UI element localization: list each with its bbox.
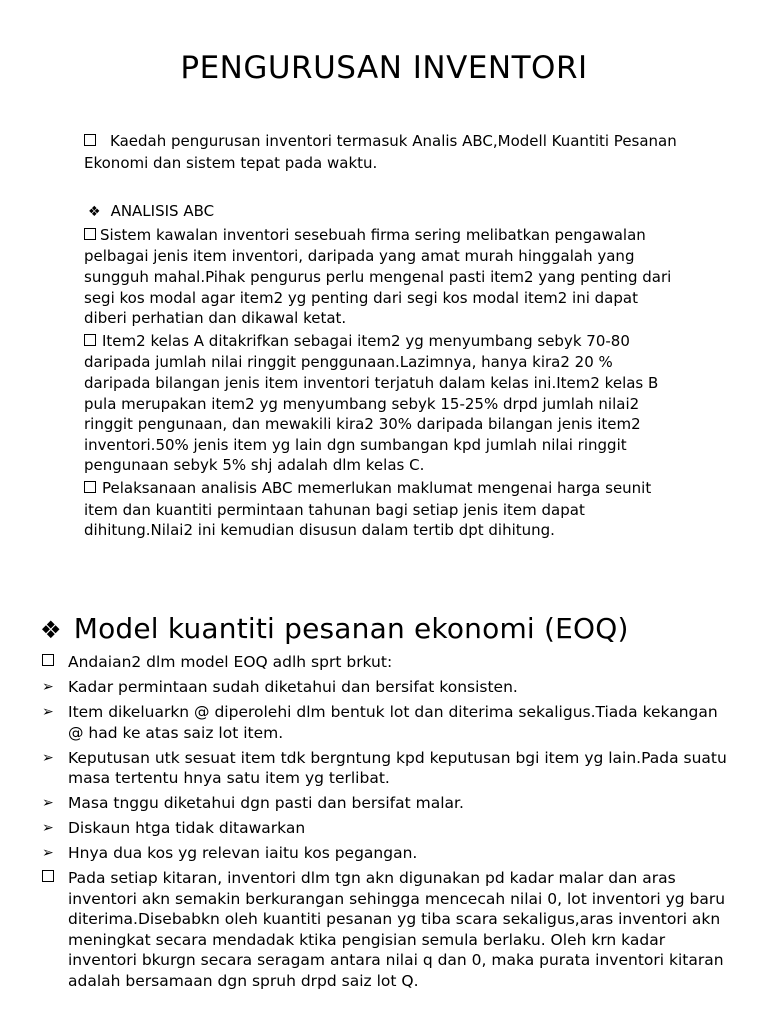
abc-heading-text: ANALISIS ABC (110, 202, 215, 221)
paragraph-text: Item2 kelas A ditakrifkan sebagai item2 yg menyumbang sebyk 70-80 daripada jumlah nilai ringgit penggunaan.Lazimnya, hanya kira2 20 % daripada bilangan jenis item inventori terjatuh dalam kelas ini.Item2 kelas B pula merupakan item2 yg menyumbang sebyk 15-25% drpd jumlah nilai2 ringgit pengunaan, dan mewakili kira2 30% daripada bilangan jenis item2 inventori.50% jenis item yg lain dgn sumbangan kpd jumlah nilai ringgit pengunaan sebyk 5% shj adalah dlm kelas C. (84, 331, 659, 475)
checkbox-bullet-icon (84, 134, 96, 150)
eoq-list (42, 652, 732, 996)
checkbox-bullet-icon (84, 228, 96, 244)
intro-text: Kaedah pengurusan inventori termasuk Analis ABC,Modell Kuantiti Pesanan Ekonomi dan sistem tepat pada waktu. (84, 132, 677, 172)
list-item-text: Keputusan utk sesuat item tdk bergntung kpd keputusan bgi item yg lain.Pada suatu masa tertentu hnya satu item yg terlibat. (68, 748, 727, 788)
abc-section (84, 131, 684, 541)
checkbox-bullet-icon (84, 481, 96, 497)
list-item (42, 748, 732, 789)
paragraph-text: Sistem kawalan inventori sesebuah firma sering melibatkan pengawalan pelbagai jenis item inventori, daripada yang amat murah hinggalah yang sungguh mahal.Pihak pengurus perlu mengenal pasti item2 yang penting dari segi kos modal agar item2 yg penting dari segi kos modal item2 ini dapat diberi perhatian dan dikawal ketat. (84, 225, 672, 328)
list-item-text: Andaian2 dlm model EOQ adlh sprt brkut: (68, 653, 393, 671)
list-item (42, 793, 732, 814)
list-item (84, 131, 684, 173)
list-item-text: Pada setiap kitaran, inventori dlm tgn akn digunakan pd kadar malar dan aras inventori akn semakin berkurangan sehingga mencecah nilai 0, lot inventori yg baru diterima.Disebabkn oleh kuantiti pesanan yg tiba scara sekaligus,aras inventori akn meningkat secara mendadak ktika pengisian semula berlaku. Oleh krn kadar inventori bkurgn secara seragam antara nilai q dan 0, maka purata inventori kitaran adalah bersamaan dgn spruh drpd saiz lot Q. (68, 869, 726, 991)
arrow-bullet-icon: ➢ (42, 678, 54, 695)
arrow-bullet-icon: ➢ (42, 703, 54, 720)
list-item-text: Diskaun htga tidak ditawarkan (68, 819, 306, 838)
checkbox-bullet-icon (84, 334, 96, 350)
checkbox-bullet-icon (42, 652, 54, 673)
paragraph-text: Pelaksanaan analisis ABC memerlukan maklumat mengenai harga seunit item dan kuantiti permintaan tahunan bagi setiap jenis item dapat dihitung.Nilai2 ini kemudian disusun dalam tertib dpt dihitung. (84, 478, 652, 540)
list-item (84, 478, 684, 541)
page-title: PENGURUSAN INVENTORI (180, 50, 588, 86)
list-item-text: Item dikeluarkn @ diperolehi dlm bentuk lot dan diterima sekaligus.Tiada kekangan @ had ke atas saiz lot item. (68, 702, 718, 742)
list-item-text: Hnya dua kos yg relevan iaitu kos pegangan. (68, 844, 418, 863)
list-item (42, 843, 732, 864)
list-item (84, 331, 684, 476)
list-item (42, 652, 732, 673)
list-item (42, 868, 732, 992)
abc-heading (84, 201, 684, 223)
list-item-text: Masa tnggu diketahui dgn pasti dan bersifat malar. (68, 794, 464, 813)
list-item (42, 818, 732, 839)
diamond-bullet-icon: ❖ (88, 204, 101, 221)
checkbox-bullet-icon (42, 868, 54, 889)
list-item (42, 702, 732, 743)
list-item (84, 225, 684, 329)
eoq-heading (40, 612, 629, 645)
diamond-bullet-icon: ❖ (40, 616, 62, 644)
list-item (42, 677, 732, 698)
list-item-text: Kadar permintaan sudah diketahui dan bersifat konsisten. (68, 677, 518, 696)
eoq-heading-text: Model kuantiti pesanan ekonomi (EOQ) (73, 612, 629, 645)
arrow-bullet-icon: ➢ (42, 845, 54, 862)
arrow-bullet-icon: ➢ (42, 820, 54, 837)
arrow-bullet-icon: ➢ (42, 749, 54, 766)
arrow-bullet-icon: ➢ (42, 795, 54, 812)
